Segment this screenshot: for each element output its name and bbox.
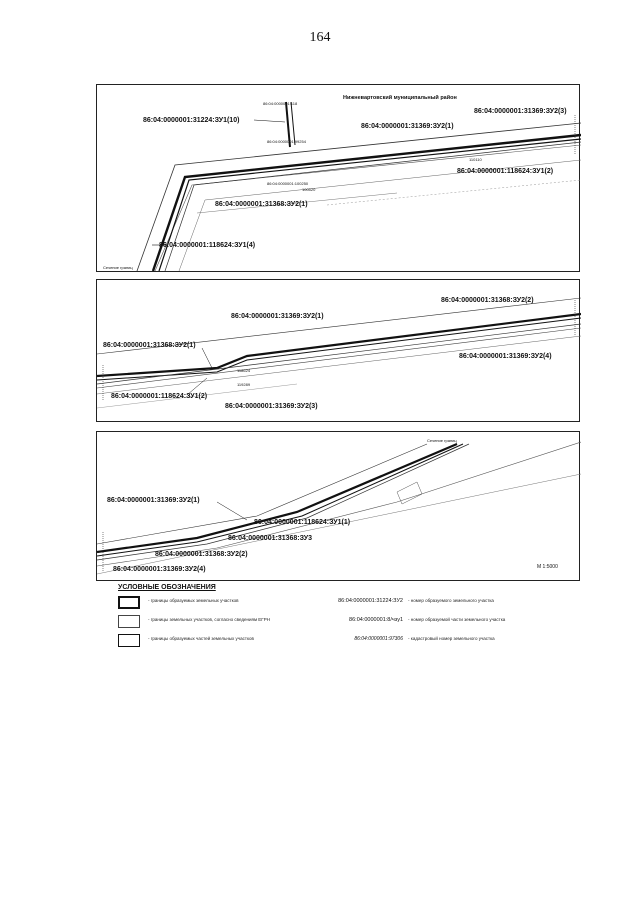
legend	[118, 584, 588, 653]
leader-zu1-10	[254, 120, 285, 122]
label-zu2-1b: 86:04:0000001:31368:ЗУ2(1)	[215, 201, 308, 208]
legend-code: 86:04:0000001:97306	[354, 636, 403, 642]
label-mid-small: 86:04:0000001:99254	[267, 139, 306, 144]
label-zu2-4: 86:04:0000001:31369:ЗУ2(4)	[459, 353, 552, 360]
map-panel-1	[96, 84, 580, 272]
label-zu1-1: 86:04:0000001:118624:ЗУ1(1)	[254, 519, 351, 526]
parcel-line-4	[97, 442, 581, 566]
scale-label: М 1:5000	[537, 564, 558, 570]
map-2-drawing	[97, 280, 581, 423]
dashed-line	[327, 180, 581, 205]
label-zu2-2: 86:04:0000001:31368:ЗУ2(2)	[441, 297, 534, 304]
label-zu2-1: 86:04:0000001:31369:ЗУ2(1)	[231, 313, 324, 320]
legend-swatch-parcel-parts	[118, 634, 140, 647]
map-1-title: Нижневартовский муниципальный район	[343, 95, 457, 101]
label-zu2-1: 86:04:0000001:31369:ЗУ2(1)	[361, 123, 454, 130]
legend-desc: - кадастровый номер земельного участка	[408, 636, 495, 641]
map-panel-3	[96, 431, 580, 581]
legend-title: УСЛОВНЫЕ ОБОЗНАЧЕНИЯ	[118, 584, 216, 591]
map-1-drawing	[97, 85, 581, 273]
legend-text: - границы земельных участков, согласно сведениям ЕГРН	[148, 617, 270, 622]
map-panel-2	[96, 279, 580, 422]
map-3-drawing	[97, 432, 581, 582]
label-zu1-2: 86:04:0000001:118624:ЗУ1(2)	[457, 168, 554, 175]
label-corner: Сечение границ	[103, 265, 133, 270]
label-zu2-3: 86:04:0000001:31369:ЗУ2(3)	[474, 108, 567, 115]
label-zu1-4: 86:04:0000001:118624:ЗУ1(4)	[159, 242, 256, 249]
label-num-119: 119289	[237, 382, 251, 387]
label-zu2-1b: 86:04:0000001:31368:ЗУ2(1)	[103, 342, 196, 349]
label-top-small: Сечение границ	[427, 438, 457, 443]
leader-zu2-1	[217, 502, 247, 520]
label-zu3: 86:04:0000001:31368:ЗУ3	[228, 535, 312, 542]
boundary-line-outer-2	[155, 145, 581, 271]
small-parcel-box	[397, 482, 422, 504]
page-number: 164	[309, 30, 331, 45]
label-num-110: 110110	[469, 157, 482, 162]
label-zu2-2: 86:04:0000001:31368:ЗУ2(2)	[155, 551, 248, 558]
legend-swatch-registry-parcels	[118, 615, 140, 628]
legend-text: - границы образуемых частей земельных участков	[148, 636, 254, 641]
legend-text: - границы образуемых земельных участков	[148, 598, 239, 603]
legend-row	[118, 634, 588, 653]
legend-row	[118, 615, 588, 634]
leader-zu2-1b	[202, 348, 212, 368]
label-num-118: 118624	[237, 368, 251, 373]
legend-code: 86:04:0000001:31224:ЗУ2	[338, 598, 403, 604]
legend-row	[118, 596, 588, 615]
legend-desc: - номер образуемого земельного участка	[408, 598, 494, 603]
label-zu1-2: 86:04:0000001:118624:ЗУ1(2)	[111, 393, 208, 400]
thin-line-a	[179, 160, 581, 271]
label-zu2-4: 86:04:0000001:31369:ЗУ2(4)	[113, 566, 206, 573]
label-zu1-10: 86:04:0000001:31224:ЗУ1(10)	[143, 117, 240, 124]
line-top-thin	[97, 444, 427, 544]
legend-code: 86:04:0000001:8/чзу1	[349, 617, 403, 623]
legend-swatch-formed-parcels	[118, 596, 140, 609]
label-zu2-3: 86:04:0000001:31369:ЗУ2(3)	[225, 403, 318, 410]
label-small-100: 86:04:0000001:100250	[267, 181, 309, 186]
label-top-small: 86:04:0000001:118	[263, 101, 298, 106]
label-zu2-1: 86:04:0000001:31369:ЗУ2(1)	[107, 497, 200, 504]
label-small-105: 100520	[302, 187, 316, 192]
legend-desc: - номер образуемой части земельного участка	[408, 617, 506, 622]
